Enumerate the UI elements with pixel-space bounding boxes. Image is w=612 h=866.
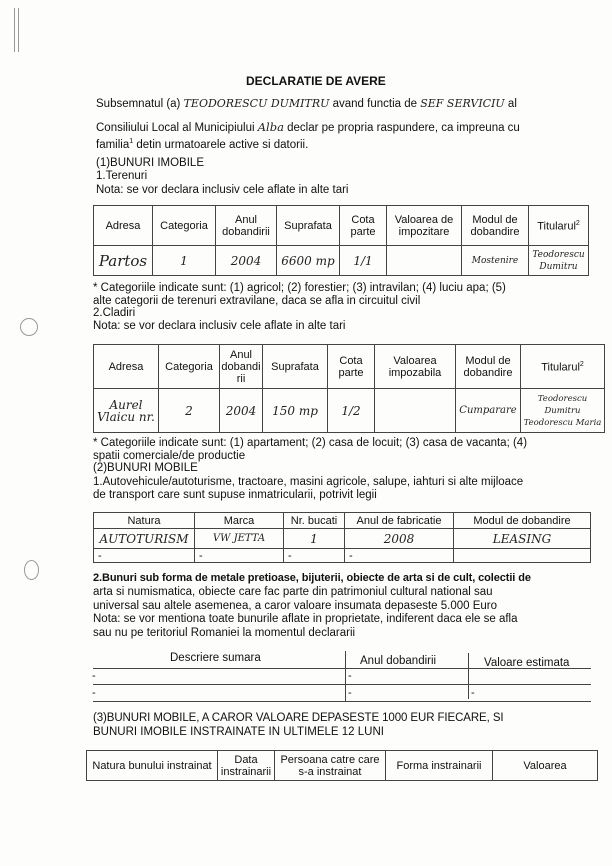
section-heading-mobile: (2)BUNURI MOBILE: [93, 462, 198, 474]
col-cota: Cota parte: [340, 206, 387, 246]
valuables-header-year: Anul dobandirii: [360, 655, 437, 667]
valuables-text-1: 2.Bunuri sub forma de metale pretioase, bijuterii, obiecte de arta si de cult, colectii de: [93, 572, 531, 584]
subheading-terenuri: 1.Terenuri: [96, 170, 148, 182]
intro-line-3: familia$^1$ detin urmatoarele active si datorii.: [96, 138, 309, 151]
section-heading-imobile: (1)BUNURI IMOBILE: [96, 157, 204, 169]
table-vehicule: Natura Marca Nr. bucati Anul de fabricatie Modul de dobandire AUTOTURISM VW JETTA 1 2008 LEASING - - - -: [93, 512, 591, 563]
intro-line-2: Consiliului Local al Municipiului Alba declar pe propria raspundere, ca impreuna cu: [96, 120, 520, 134]
col-titular: Titularul$^2$: [529, 206, 589, 246]
declarant-function: SEF SERVICIU: [420, 97, 505, 110]
valuables-header-value: Valoare estimata: [484, 657, 570, 669]
valuables-text-3: universal sau altele asemenea, a caror valoare insumata depaseste 5.000 Euro: [93, 600, 498, 612]
table-instrainate: Natura bunului instrainat Data instrainarii Persoana catre care s-a instrainat Forma instrainarii Valoarea: [86, 750, 598, 781]
valuables-text-5: sau nu pe teritoriul Romaniei la momentul declararii: [93, 627, 356, 639]
page-title: DECLARATIE DE AVERE: [246, 74, 386, 88]
footnote-cladiri-1: * Categoriile indicate sunt: (1) apartament; (2) casa de locuit; (3) casa de vacanta; (4): [93, 437, 528, 449]
table-row: - - - -: [94, 549, 591, 563]
valuables-dash-1: -: [92, 670, 96, 682]
valuables-dash-3: -: [348, 670, 352, 682]
col-modul: Modul de dobandire: [462, 206, 529, 246]
scan-mark-left: [14, 8, 19, 52]
mobile-text-1: 1.Autovehicule/autoturisme, tractoare, masini agricole, salupe, iahturi si alte mijloace: [93, 476, 524, 488]
alienated-heading-1: (3)BUNURI MOBILE, A CAROR VALOARE DEPASESTE 1000 EUR FIECARE, SI: [93, 712, 504, 724]
table-row: Partos 1 2004 6600 mp 1/1 Mostenire Teodorescu Dumitru: [94, 246, 589, 276]
punch-hole-top: [20, 318, 38, 336]
note-cladiri: Nota: se vor declara inclusiv cele aflate in alte tari: [93, 320, 346, 332]
table-terenuri: [93, 205, 589, 276]
mobile-text-2: de transport care sunt supuse inmatricularii, potrivit legii: [93, 489, 377, 501]
subheading-cladiri: 2.Cladiri: [93, 307, 136, 319]
valuables-col-divider-2: [468, 653, 469, 699]
footnote-terenuri-1: * Categoriile indicate sunt: (1) agricol; (2) forestier; (3) intravilan; (4) luciu apa; (5): [93, 282, 506, 294]
punch-hole-bottom: [24, 560, 39, 580]
municipality-name: Alba: [257, 120, 284, 134]
col-suprafata: Suprafata: [277, 206, 340, 246]
valuables-header-line: [93, 668, 591, 669]
valuables-row-line: [93, 684, 591, 685]
table-row: AUTOTURISM VW JETTA 1 2008 LEASING: [94, 529, 591, 549]
valuables-dash-5: -: [471, 687, 475, 699]
note-terenuri: Nota: se vor declara inclusiv cele aflate in alte tari: [96, 184, 349, 196]
valuables-header-desc: Descriere sumara: [170, 652, 261, 664]
table-row: Aurel Vlaicu nr. 2 2004 150 mp 1/2 Cumparare Teodorescu Dumitru Teodorescu Maria: [94, 389, 605, 433]
col-anul: Anul dobandirii: [216, 206, 277, 246]
alienated-heading-2: BUNURI IMOBILE INSTRAINATE IN ULTIMELE 12 LUNI: [93, 726, 384, 738]
footnote-cladiri-2: spatii comerciale/de productie: [93, 450, 246, 462]
declarant-name: TEODORESCU DUMITRU: [183, 97, 330, 110]
intro-line-1: Subsemnatul (a) TEODORESCU DUMITRU avand functia de SEF SERVICIU al: [96, 97, 517, 110]
valuables-col-divider: [345, 651, 346, 701]
table-cladiri: Adresa Categoria Anul dobandi rii Suprafata Cota parte Valoarea impozabila Modul de dobandire Titularul$^2$ Aurel Vlaicu nr. 2 2004 150 mp 1/2 Cumparare Teodorescu Dumitru Teodorescu Maria: [93, 344, 605, 433]
valuables-dash-4: -: [348, 687, 352, 699]
footnote-terenuri-2: alte categorii de terenuri extravilane, daca se afla in circuitul civil: [93, 295, 421, 307]
col-categoria: Categoria: [153, 206, 216, 246]
valuables-dash-2: -: [92, 687, 96, 699]
col-adresa: Adresa: [94, 206, 153, 246]
col-valoarea: Valoarea de impozitare: [387, 206, 462, 246]
valuables-row-line-2: [93, 701, 591, 702]
valuables-text-4: Nota: se vor mentiona toate bunurile aflate in proprietate, indiferent daca ele se afla: [93, 613, 518, 625]
valuables-text-2: arta si numismatica, obiecte care fac parte din patrimoniul cultural national sau: [93, 586, 493, 598]
